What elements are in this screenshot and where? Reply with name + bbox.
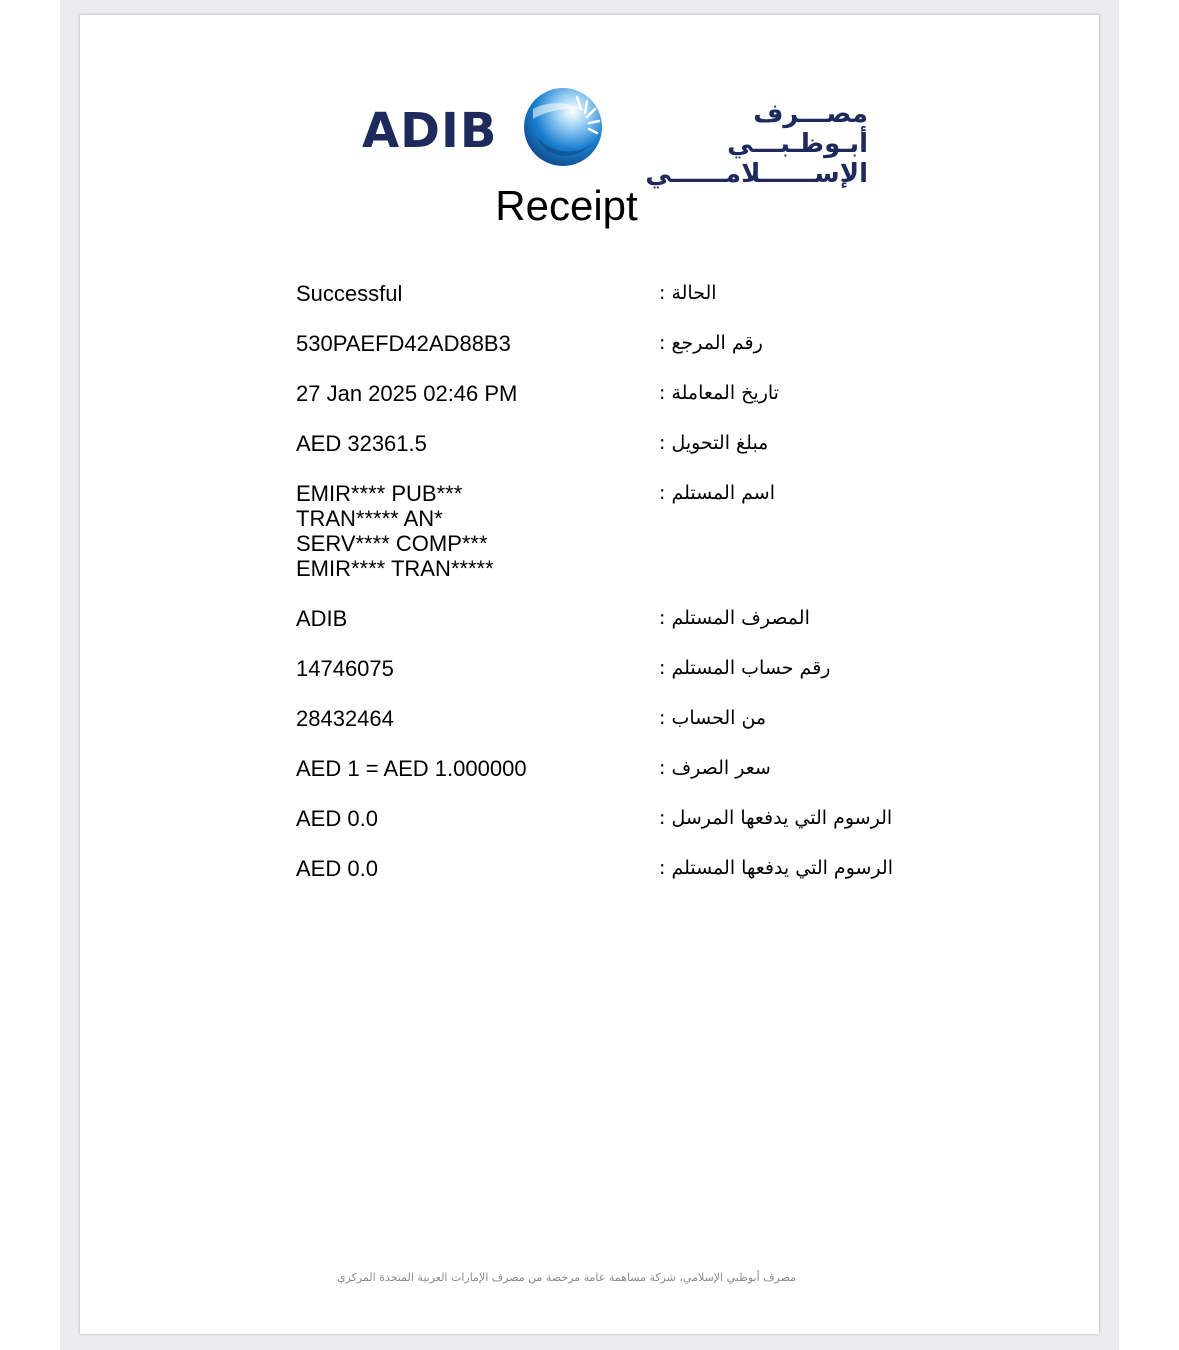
exchange-rate-value: AED 1 = AED 1.000000 [296, 756, 527, 781]
transfer-amount-value: AED 32361.5 [296, 431, 427, 456]
reference-label: رقم المرجع : [659, 332, 763, 354]
receipt-page [80, 15, 1099, 1334]
row-beneficiary-fees [296, 856, 936, 881]
row-beneficiary-name [296, 481, 936, 581]
beneficiary-bank-label: المصرف المستلم : [659, 607, 810, 629]
transaction-date-value: 27 Jan 2025 02:46 PM [296, 381, 518, 406]
row-transfer-amount [296, 431, 936, 456]
from-account-value: 28432464 [296, 706, 394, 731]
beneficiary-name-value: EMIR**** PUB*** TRAN***** AN* SERV**** COMP*** EMIR**** TRAN***** [296, 481, 494, 581]
logo-arabic-text [628, 99, 868, 189]
row-exchange-rate [296, 756, 936, 781]
exchange-rate-label: سعر الصرف : [659, 757, 771, 779]
sender-fees-label: الرسوم التي يدفعها المرسل : [659, 807, 893, 829]
row-sender-fees [296, 806, 936, 831]
transaction-date-label: تاريخ المعاملة : [659, 382, 779, 404]
receipt-details [296, 281, 936, 906]
row-status [296, 281, 936, 306]
beneficiary-bank-value: ADIB [296, 606, 348, 631]
logo-latin-text: ADIB [362, 103, 498, 159]
logo-arabic-line-1: مصـــرف أبـوظـبـــي [727, 99, 868, 159]
beneficiary-account-value: 14746075 [296, 656, 394, 681]
from-account-label: من الحساب : [659, 707, 767, 729]
footer-disclaimer: مصرف أبوظبي الإسلامي، شركة مساهمة عامة مرخصة من مصرف الإمارات العربية المتحدة المركزي [336, 1271, 797, 1284]
globe-logo-icon [517, 87, 609, 167]
beneficiary-account-label: رقم حساب المستلم : [659, 657, 831, 679]
logo-arabic-line-2: الإســــــلامــــــي [645, 159, 868, 189]
adib-logo [362, 87, 882, 189]
status-label: الحالة : [659, 282, 717, 304]
beneficiary-fees-label: الرسوم التي يدفعها المستلم : [659, 857, 893, 879]
reference-value: 530PAEFD42AD88B3 [296, 331, 511, 356]
row-reference [296, 331, 936, 356]
page-title: Receipt [495, 182, 638, 229]
row-transaction-date [296, 381, 936, 406]
transfer-amount-label: مبلغ التحويل : [659, 432, 769, 454]
status-value: Successful [296, 281, 403, 306]
beneficiary-name-label: اسم المستلم : [659, 482, 775, 504]
row-beneficiary-account [296, 656, 936, 681]
sender-fees-value: AED 0.0 [296, 806, 378, 831]
beneficiary-fees-value: AED 0.0 [296, 856, 378, 881]
row-beneficiary-bank [296, 606, 936, 631]
row-from-account [296, 706, 936, 731]
